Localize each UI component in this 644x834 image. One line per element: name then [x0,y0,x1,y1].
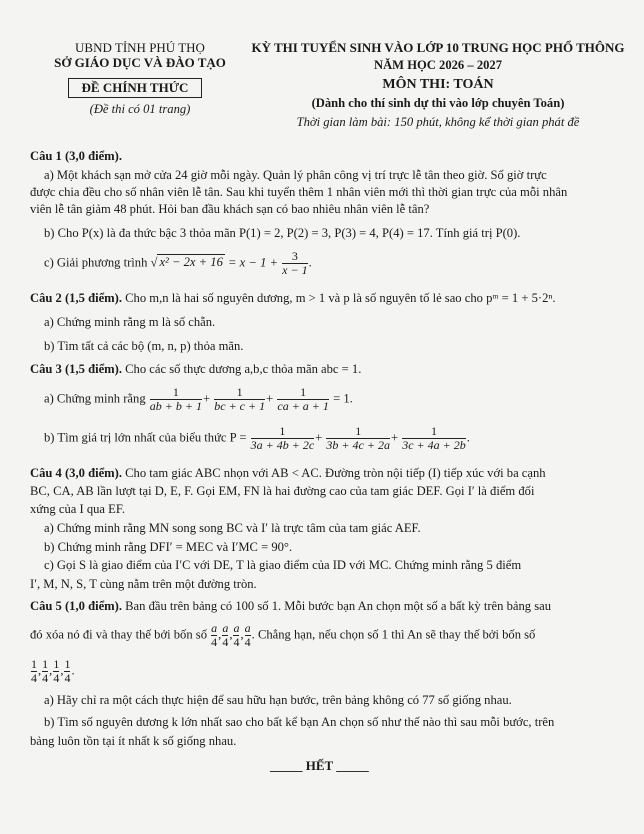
q1-a-line3: viên lễ tân giảm 48 phút. Hỏi ban đầu khách sạn có bao nhiêu nhân viên lễ tân? [30,202,430,216]
q5-line2: đó xóa nó đi và thay thế bởi bốn số $\frac{a}{4}$ , $\frac{a}{4}$ , $\frac{a}{4}$ , $\frac{a}{4}$ . Chẳng hạn, nếu chọn số 1 thì An sẽ thay thế bởi bốn số [30,621,536,649]
q1-c-mid: = x − 1 + [228,255,279,270]
q3-b-frac2-num: 1 [355,424,362,438]
official-stamp: ĐỀ CHÍNH THỨC [68,78,202,98]
q1-b: b) Cho P(x) là đa thức bậc 3 thỏa mãn P(1) = 2, P(2) = 3, P(3) = 4, P(4) = 17. Tính giá trị P(0). [44,226,521,240]
q3-a-frac3-num: 1 [300,385,307,399]
q2-title: Câu 2 (1,5 điểm). [30,291,122,305]
den: 4 [53,671,60,685]
num: a [222,621,229,635]
num: 1 [64,657,71,671]
q5-a: a) Hãy chỉ ra một cách thực hiện để sau hữu hạn bước, trên bảng không có 77 số giống nhau. [44,693,512,707]
q2-stem-line [30,290,556,306]
q5-b-line1: b) Tìm số nguyên dương k lớn nhất sao cho bất kể bạn An chọn số như thế nào thì sau mỗi bước, trên [44,715,555,729]
q5-line2-suffix: . Chẳng hạn, nếu chọn số 1 thì An sẽ thay thế bởi bốn số [251,627,536,642]
q2-b: b) Tìm tất cả các bộ (m, n, p) thỏa mãn. [44,339,244,353]
den: 4 [42,671,49,685]
q3-stem: Cho các số thực dương a,b,c thỏa mãn abc = 1. [125,362,362,376]
q1-c: c) Giải phương trình √ x² − 2x + 16 = x − 1 + $\frac{3}{x - 1}$ . [44,249,312,277]
q5-frac-a4-2 [222,622,228,649]
subject: MÔN THI: TOÁN [382,77,494,92]
den: 4 [233,635,240,649]
department-name: UBND TỈNH PHÚ THỌ [75,40,205,55]
q3-a-frac1 [150,386,202,413]
q4-line3: xứng của I qua EF. [30,502,125,516]
exam-title: KỲ THI TUYỂN SINH VÀO LỚP 10 TRUNG HỌC PHỔ THÔNG [251,40,625,55]
q4-line2: BC, CA, AB lần lượt tại D, E, F. Gọi EM, FN là hai đường cao của tam giác DEF. Gọi I′ là điểm đối [30,484,535,498]
q3-a-frac3 [277,386,329,413]
q3-b-prefix: b) Tìm giá trị lớn nhất của biểu thức P = [44,430,247,445]
den: 4 [31,671,37,685]
q5-line3: $\frac{1}{4}$ , $\frac{1}{4}$ , $\frac{1}{4}$ , $\frac{1}{4}$ . [31,657,75,685]
q5-b-line2: bảng luôn tồn tại ít nhất k số giống nhau. [30,734,237,748]
q3-a-frac2-den: bc + c + 1 [214,399,266,413]
pages-note: (Đề thi có 01 trang) [89,102,191,116]
audience-note: (Dành cho thí sinh dự thi vào lớp chuyên Toán) [311,96,565,110]
school-year: NĂM HỌC 2026 – 2027 [373,58,503,72]
q3-title: Câu 3 (1,5 điểm). [30,362,122,376]
q1-title: Câu 1 (3,0 điểm). [30,149,122,163]
q5-frac-14-3 [53,658,59,685]
q3-a-frac2 [214,386,265,413]
q4-line1 [30,465,546,481]
q4-stem-1: Cho tam giác ABC nhọn với AB < AC. Đường tròn nội tiếp (I) tiếp xúc với ba cạnh [125,466,546,480]
q3-a-frac1-den: ab + b + 1 [149,399,202,413]
q1-c-num: 3 [291,249,298,263]
q3-a-end: = 1. [333,391,353,406]
den: 4 [244,635,251,649]
q4-c-line2: I′, M, N, S, T cùng nằm trên một đường tròn. [30,577,257,591]
q5-title: Câu 5 (1,0 điểm). [30,599,122,613]
q5-line1 [30,598,551,614]
q3-b-frac3-den: 3c + 4a + 2b [402,438,466,452]
q3-b-end: . [466,430,470,445]
num: a [233,621,240,635]
q3-a-frac2-num: 1 [236,385,243,399]
q3-b-frac3-num: 1 [430,424,437,438]
q3-b: b) Tìm giá trị lớn nhất của biểu thức P = $\frac{1}{3a + 4b + 2c}$ + $\frac{1}{3b + 4c + 2a}$ + $\frac{1}{3c + 4a + 2b}$ . [44,424,470,452]
den: 4 [211,635,218,649]
q4-b: b) Chứng minh rằng DFI′ = MEC và I′MC = 90°. [44,540,293,554]
q3-b-frac2-den: 3b + 4c + 2a [326,438,390,452]
q5-line2-prefix: đó xóa nó đi và thay thế bởi bốn số [30,627,208,642]
school-authority: SỞ GIÁO DỤC VÀ ĐÀO TẠO [54,55,226,70]
q3-a-prefix: a) Chứng minh rằng [44,391,146,406]
q3-b-frac1 [251,425,315,452]
q4-c-line1: c) Gọi S là giao điểm của I′C với DE, T là giao điểm của ID với MC. Chứng minh rằng 5 điểm [44,558,522,572]
q5-frac-a4-4 [245,622,251,649]
q5-frac-14-1 [31,658,37,685]
q2-stem: Cho m,n là hai số nguyên dương, m > 1 và p là số nguyên tố lẻ sao cho pᵐ = 1 + 5·2ⁿ. [125,291,556,305]
q1-c-prefix: c) Giải phương trình [44,255,148,270]
den: 4 [64,671,71,685]
q5-frac-14-2 [42,658,48,685]
num: a [211,621,218,635]
q3-a-frac3-den: ca + a + 1 [277,399,329,413]
q5-frac-a4-1 [211,622,217,649]
q3-stem-line [30,361,361,377]
q3-a-frac1-num: 1 [172,385,179,399]
q3-a: a) Chứng minh rằng $\frac{1}{ab + b + 1}$ + $\frac{1}{bc + c + 1}$ + $\frac{1}{ca + a + 1}$ = 1. [44,385,353,413]
q3-b-frac1-den: 3a + 4b + 2c [250,438,315,452]
num: 1 [53,657,60,671]
q5-frac-a4-3 [233,622,239,649]
q5-frac-14-4 [64,658,70,685]
num: a [244,621,251,635]
q1-a-line2: được chia đều cho số nhân viên lễ tân. Sau khi tuyển thêm 1 nhân viên mới thì thời gian trực của mỗi nhân [30,185,568,199]
num: 1 [42,657,49,671]
q3-b-frac1-num: 1 [279,424,286,438]
q3-b-frac3 [402,425,466,452]
q1-c-radicand: x² − 2x + 16 [159,255,223,270]
time-note: Thời gian làm bài: 150 phút, không kể thời gian phát đề [296,115,580,129]
num: 1 [31,657,37,671]
q1-c-end: . [308,255,312,270]
end-marker: _____ HẾT _____ [270,758,369,773]
q2-a: a) Chứng minh rằng m là số chẵn. [44,315,216,329]
q3-b-frac2 [326,425,390,452]
q4-a: a) Chứng minh rằng MN song song BC và I′ là trực tâm của tam giác AEF. [44,521,421,535]
den: 4 [222,635,229,649]
q4-title: Câu 4 (3,0 điểm). [30,466,122,480]
q5-stem-1: Ban đầu trên bảng có 100 số 1. Mỗi bước bạn An chọn một số a bất kỳ trên bảng sau [125,599,552,613]
q1-a-line1: a) Một khách sạn mở cửa 24 giờ mỗi ngày. Quản lý phân công vị trí trực lễ tân theo giờ. Số giờ trực [44,168,547,182]
q1-c-fraction [282,250,307,277]
q1-c-den: x − 1 [282,263,308,277]
